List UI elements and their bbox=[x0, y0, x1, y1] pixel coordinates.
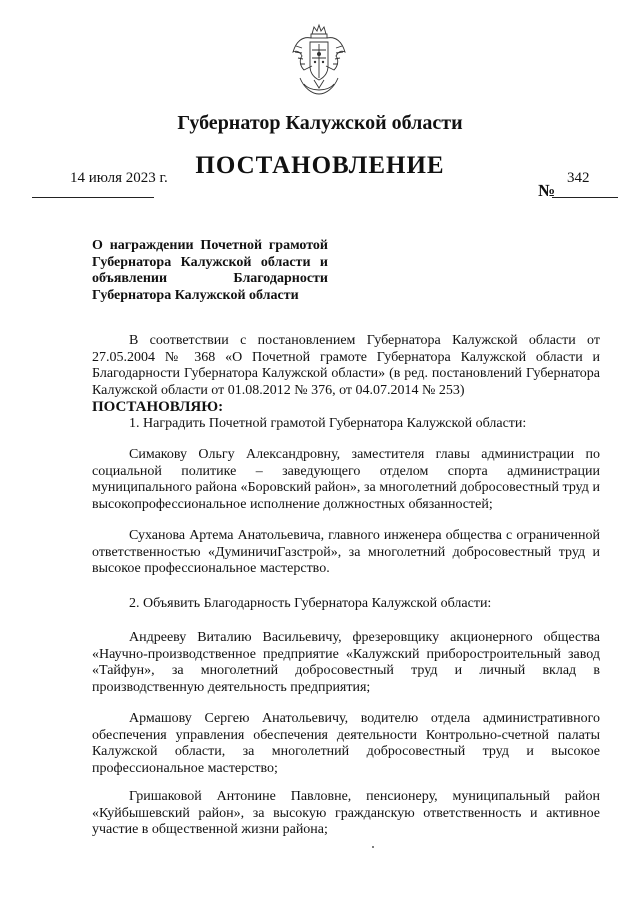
preamble-block bbox=[92, 333, 600, 432]
document-subject: О награждении Почетной грамотой Губернатора Калужской области и объявлении Благодарности Губернатора Калужской области bbox=[92, 238, 328, 303]
item-1-heading: 1. Наградить Почетной грамотой Губернатора Калужской области: bbox=[129, 415, 527, 431]
document-number: 342 bbox=[567, 170, 590, 186]
award-entry bbox=[92, 528, 600, 578]
number-sign: № bbox=[538, 181, 556, 200]
kaluga-oblast-coat-of-arms-icon bbox=[290, 22, 348, 96]
award-entry bbox=[92, 447, 600, 513]
number-underline bbox=[552, 197, 618, 198]
gratitude-entry bbox=[92, 789, 600, 839]
item-2-block bbox=[92, 596, 600, 613]
document-date: 14 июля 2023 г. bbox=[70, 170, 168, 186]
decree-word: ПОСТАНОВЛЯЮ: bbox=[92, 399, 224, 415]
gratitude-entry bbox=[92, 711, 600, 777]
item-2-heading: 2. Объявить Благодарность Губернатора Калужской области: bbox=[129, 596, 492, 611]
document-type-title: ПОСТАНОВЛЕНИЕ bbox=[195, 152, 445, 179]
award-entry-text: Симакову Ольгу Александровну, заместителя главы администрации по социальной политике – заведующего отделом спорта администрации муниципального района «Боровский район», за многолетний добросовестный труд и высокопрофессиональное исполнение должностных обязанностей; bbox=[92, 447, 600, 512]
gratitude-entry-text: Армашову Сергею Анатольевичу, водителю отдела административного обеспечения управления обеспечения деятельности Контрольно-счетной палаты Калужской области, за многолетний добросовестный труд и высокое профессиональное мастерство; bbox=[92, 711, 600, 776]
gratitude-entry-text: Андрееву Виталию Васильевичу, фрезеровщику акционерного общества «Научно-производственное предприятие «Калужский приборостроительный завод «Тайфун», за многолетний добросовестный труд и личный вклад в производственную деятельность предприятия; bbox=[92, 630, 600, 695]
gratitude-entry-text: Гришаковой Антонине Павловне, пенсионеру, муниципальный район «Куйбышевский район», за высокую гражданскую ответственность и активное участие в общественной жизни района; bbox=[92, 789, 600, 837]
date-underline bbox=[32, 197, 154, 198]
issuing-authority: Губернатор Калужской области bbox=[177, 112, 463, 134]
preamble-text: В соответствии с постановлением Губернатора Калужской области от 27.05.2004 № 368 «О Почетной грамоте Губернатора Калужской области и Благодарности Губернатора Калужской области» (в ред. постановлений Губернатора Калужской области от 01.08.2012 № 376, от 04.07.2014 № 253) bbox=[92, 333, 600, 398]
gratitude-entry bbox=[92, 630, 600, 696]
award-entry-text: Суханова Артема Анатольевича, главного инженера общества с ограниченной ответственностью «ДуминичиГазстрой», за многолетний добросовестный труд и высокое профессиональное мастерство. bbox=[92, 528, 600, 576]
scan-speck bbox=[372, 846, 374, 848]
